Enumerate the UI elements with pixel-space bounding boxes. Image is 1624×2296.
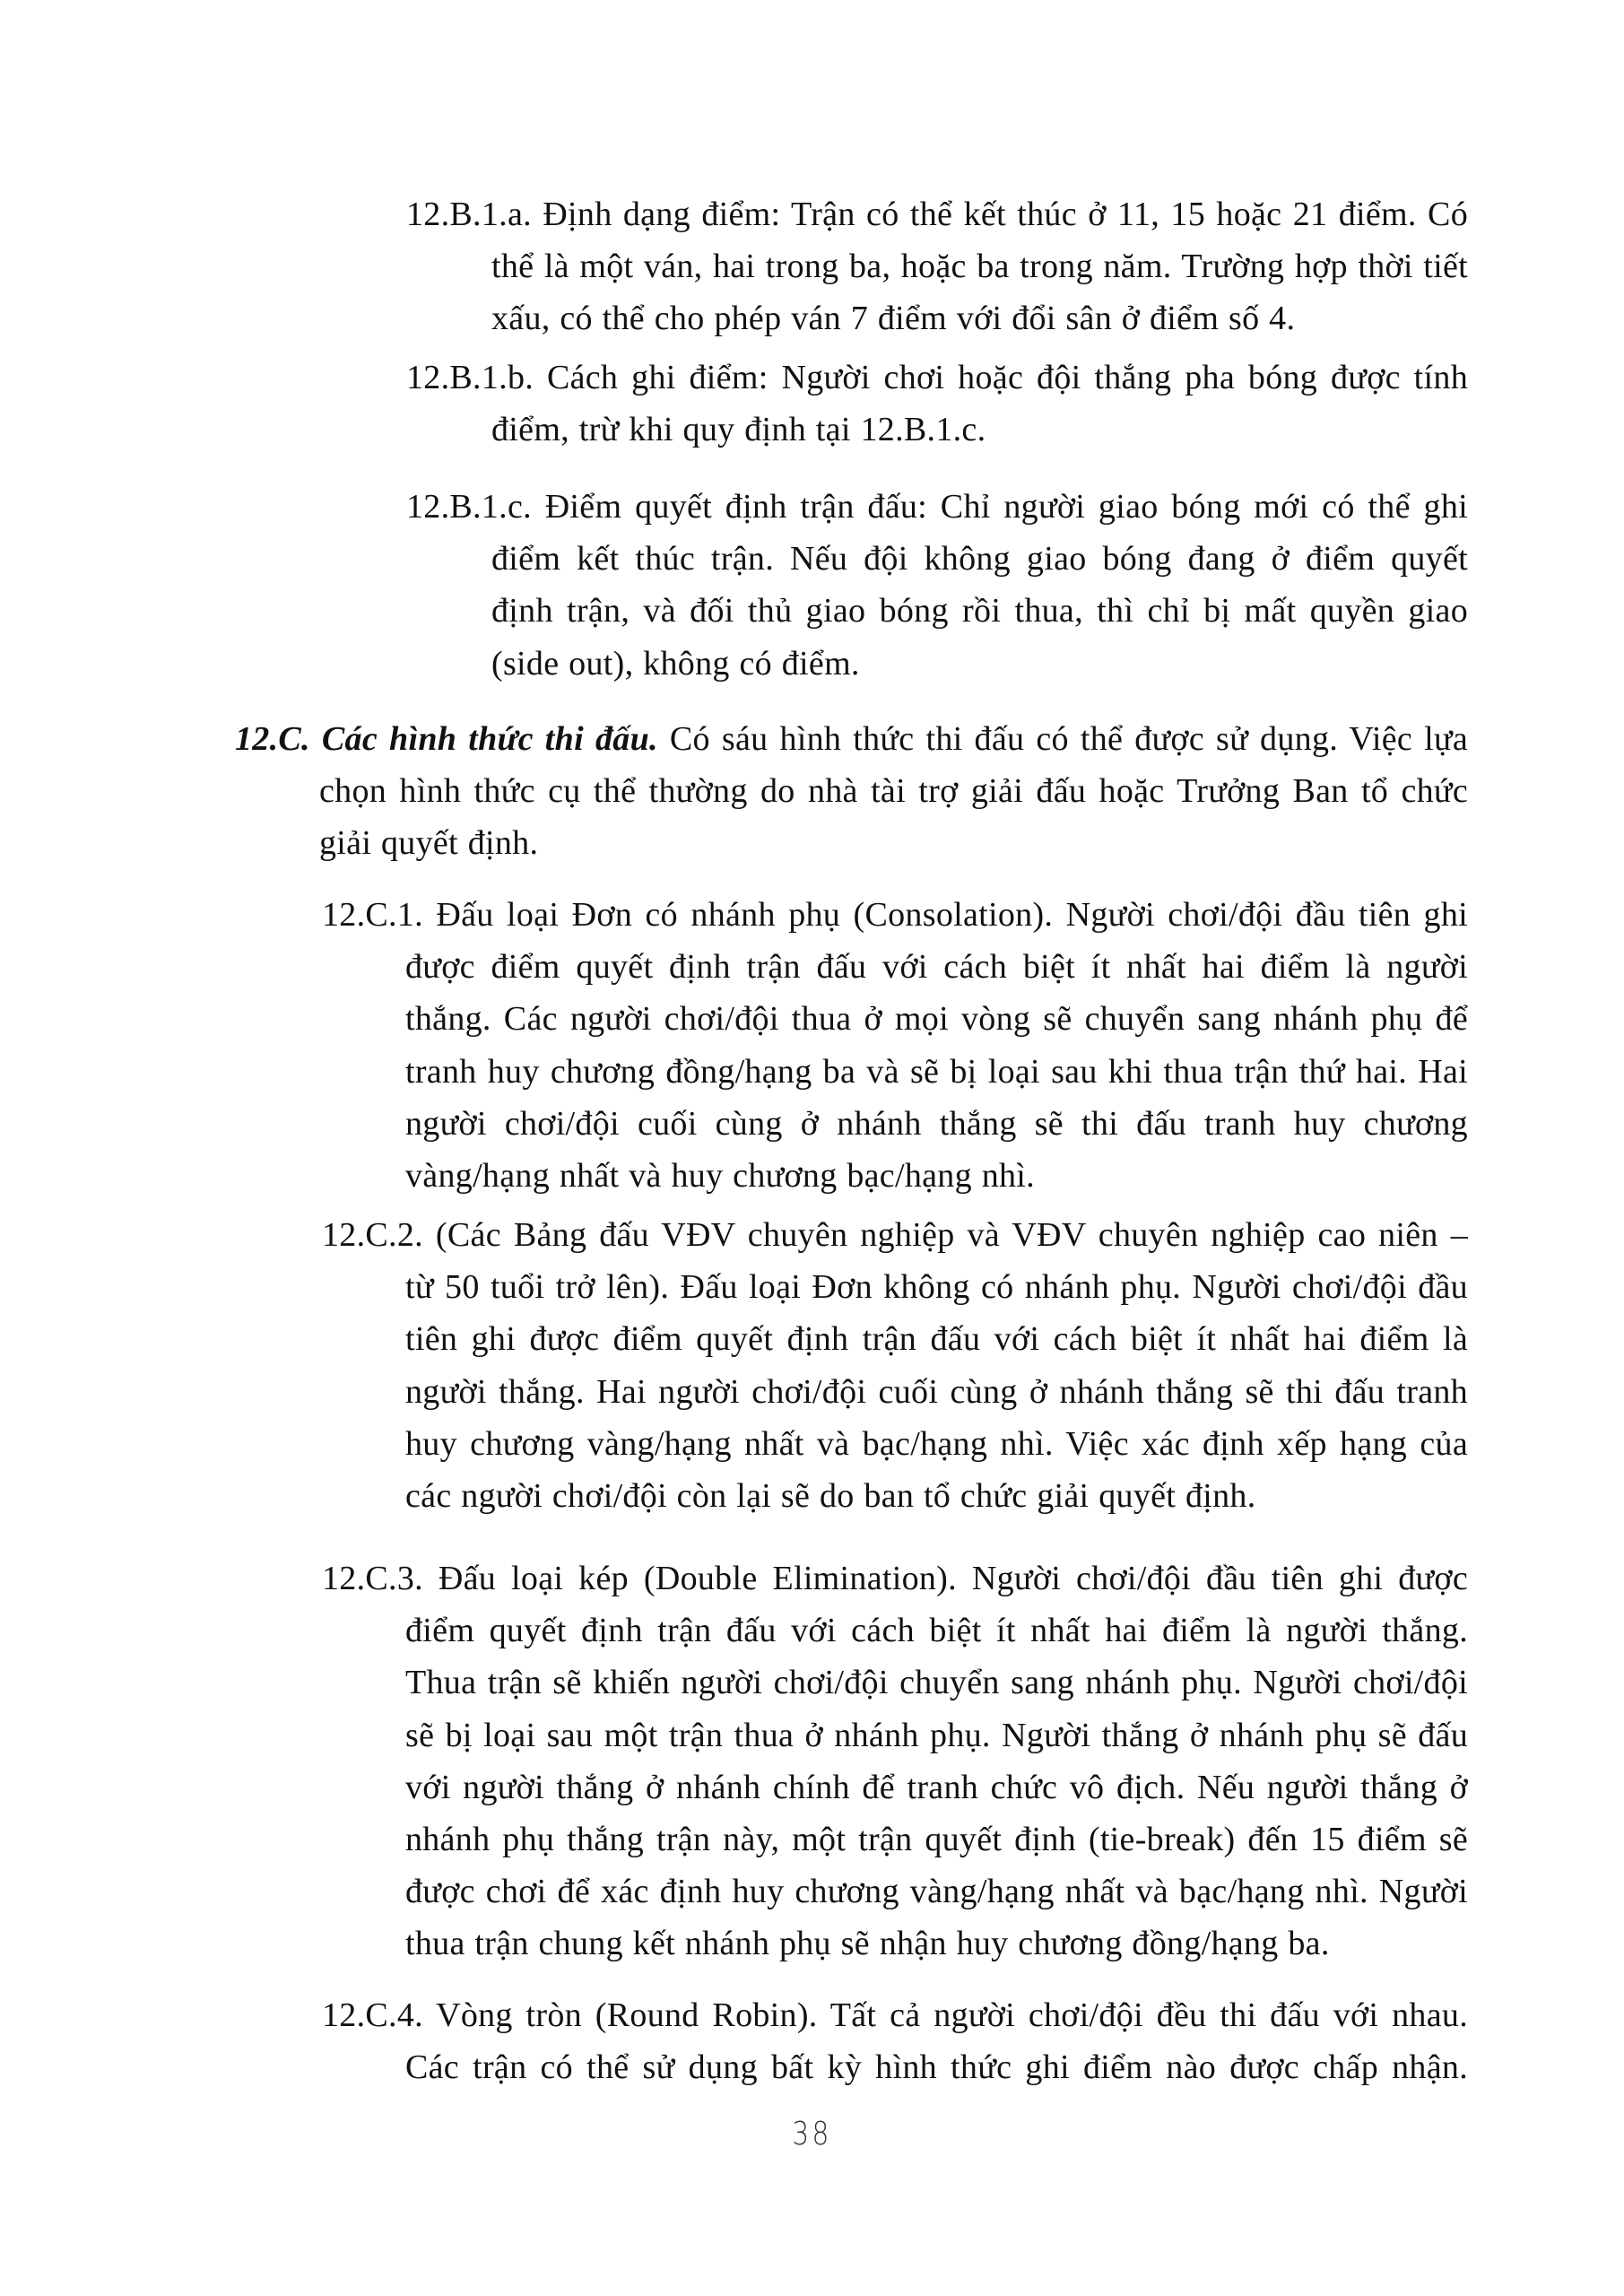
text-line: 12.B.1.c. Điểm quyết định trận đấu: Chỉ người giao bóng mới có thể ghi	[406, 488, 1468, 526]
text-line: người thắng. Hai người chơi/đội cuối cùng ở nhánh thắng sẽ thi đấu tranh	[405, 1372, 1468, 1411]
text-line: (side out), không có điểm.	[491, 644, 860, 683]
text-line: điểm kết thúc trận. Nếu đội không giao bóng đang ở điểm quyết	[491, 540, 1468, 578]
text-line: tranh huy chương đồng/hạng ba và sẽ bị loại sau khi thua trận thứ hai. Hai	[405, 1052, 1468, 1091]
text-line: 12.B.1.a. Định dạng điểm: Trận có thể kết thúc ở 11, 15 hoặc 21 điểm. Có	[406, 196, 1468, 233]
section-12-b-1-c	[406, 481, 1468, 690]
text-line: thắng. Các người chơi/đội thua ở mọi vòng sẽ chuyển sang nhánh phụ để	[405, 1000, 1468, 1039]
text-line: định trận, và đối thủ giao bóng rồi thua, thì chỉ bị mất quyền giao	[491, 592, 1468, 631]
text-line: giải quyết định.	[319, 824, 539, 863]
text-line: tiên ghi được điểm quyết định trận đấu với cách biệt ít nhất hai điểm là	[405, 1320, 1468, 1359]
text-line: thể là một ván, hai trong ba, hoặc ba trong năm. Trường hợp thời tiết	[491, 248, 1468, 286]
text-line: 12.C.4. Vòng tròn (Round Robin). Tất cả người chơi/đội đều thi đấu với nhau.	[322, 1996, 1468, 2034]
text-line: các người chơi/đội còn lại sẽ do ban tổ chức giải quyết định.	[405, 1476, 1256, 1515]
section-12-c	[235, 713, 1468, 870]
text-line: điểm, trừ khi quy định tại 12.B.1.c.	[491, 411, 986, 449]
text-line-heading	[235, 713, 1468, 765]
text-line: 12.C.1. Đấu loại Đơn có nhánh phụ (Consolation). Người chơi/đội đầu tiên ghi	[322, 896, 1468, 934]
text-line: người chơi/đội cuối cùng ở nhánh thắng sẽ thi đấu tranh huy chương	[405, 1104, 1468, 1143]
text-line: được chơi để xác định huy chương vàng/hạng nhất và bạc/hạng nhì. Người	[405, 1873, 1468, 1911]
text-line: được điểm quyết định trận đấu với cách biệt ít nhất hai điểm là người	[405, 948, 1468, 987]
text-line: Các trận có thể sử dụng bất kỳ hình thức ghi điểm nào được chấp nhận.	[405, 2048, 1468, 2087]
text-line: nhánh phụ thắng trận này, một trận quyết định (tie-break) đến 15 điểm sẽ	[405, 1820, 1468, 1858]
text-line: 12.C.2. (Các Bảng đấu VĐV chuyên nghiệp và VĐV chuyên nghiệp cao niên –	[322, 1216, 1468, 1254]
text-line: điểm quyết định trận đấu với cách biệt ít nhất hai điểm là người thắng.	[405, 1612, 1468, 1650]
section-12-c-2	[322, 1209, 1468, 1522]
text-line: Thua trận sẽ khiến người chơi/đội chuyển sang nhánh phụ. Người chơi/đội	[405, 1664, 1468, 1702]
text-line: vàng/hạng nhất và huy chương bạc/hạng nhì.	[405, 1156, 1035, 1195]
text-line: từ 50 tuổi trở lên). Đấu loại Đơn không có nhánh phụ. Người chơi/đội đầu	[405, 1268, 1468, 1307]
text-line: sẽ bị loại sau một trận thua ở nhánh phụ. Người thắng ở nhánh phụ sẽ đấu	[405, 1716, 1468, 1754]
section-heading: 12.C. Các hình thức thi đấu.	[235, 720, 658, 758]
text-line: 12.C.3. Đấu loại kép (Double Elimination). Người chơi/đội đầu tiên ghi được	[322, 1560, 1468, 1597]
page-number: 38	[792, 2116, 832, 2152]
text-line: xấu, có thể cho phép ván 7 điểm với đổi sân ở điểm số 4.	[491, 300, 1296, 338]
text-line: huy chương vàng/hạng nhất và bạc/hạng nhì. Việc xác định xếp hạng của	[405, 1424, 1468, 1463]
text-line: thua trận chung kết nhánh phụ sẽ nhận huy chương đồng/hạng ba.	[405, 1925, 1330, 1963]
text-line: 12.B.1.b. Cách ghi điểm: Người chơi hoặc đội thắng pha bóng được tính	[406, 359, 1468, 396]
section-12-c-1	[322, 889, 1468, 1202]
text-line: chọn hình thức cụ thể thường do nhà tài trợ giải đấu hoặc Trưởng Ban tổ chức	[319, 772, 1468, 811]
section-12-c-4	[322, 1989, 1468, 2093]
heading-line-rest: Có sáu hình thức thi đấu có thể được sử dụng. Việc lựa	[657, 720, 1468, 758]
section-12-b-1-a	[406, 188, 1468, 345]
section-12-c-3	[322, 1552, 1468, 1970]
section-12-b-1-b	[406, 352, 1468, 456]
text-line: với người thắng ở nhánh chính để tranh chức vô địch. Nếu người thắng ở	[405, 1768, 1468, 1806]
